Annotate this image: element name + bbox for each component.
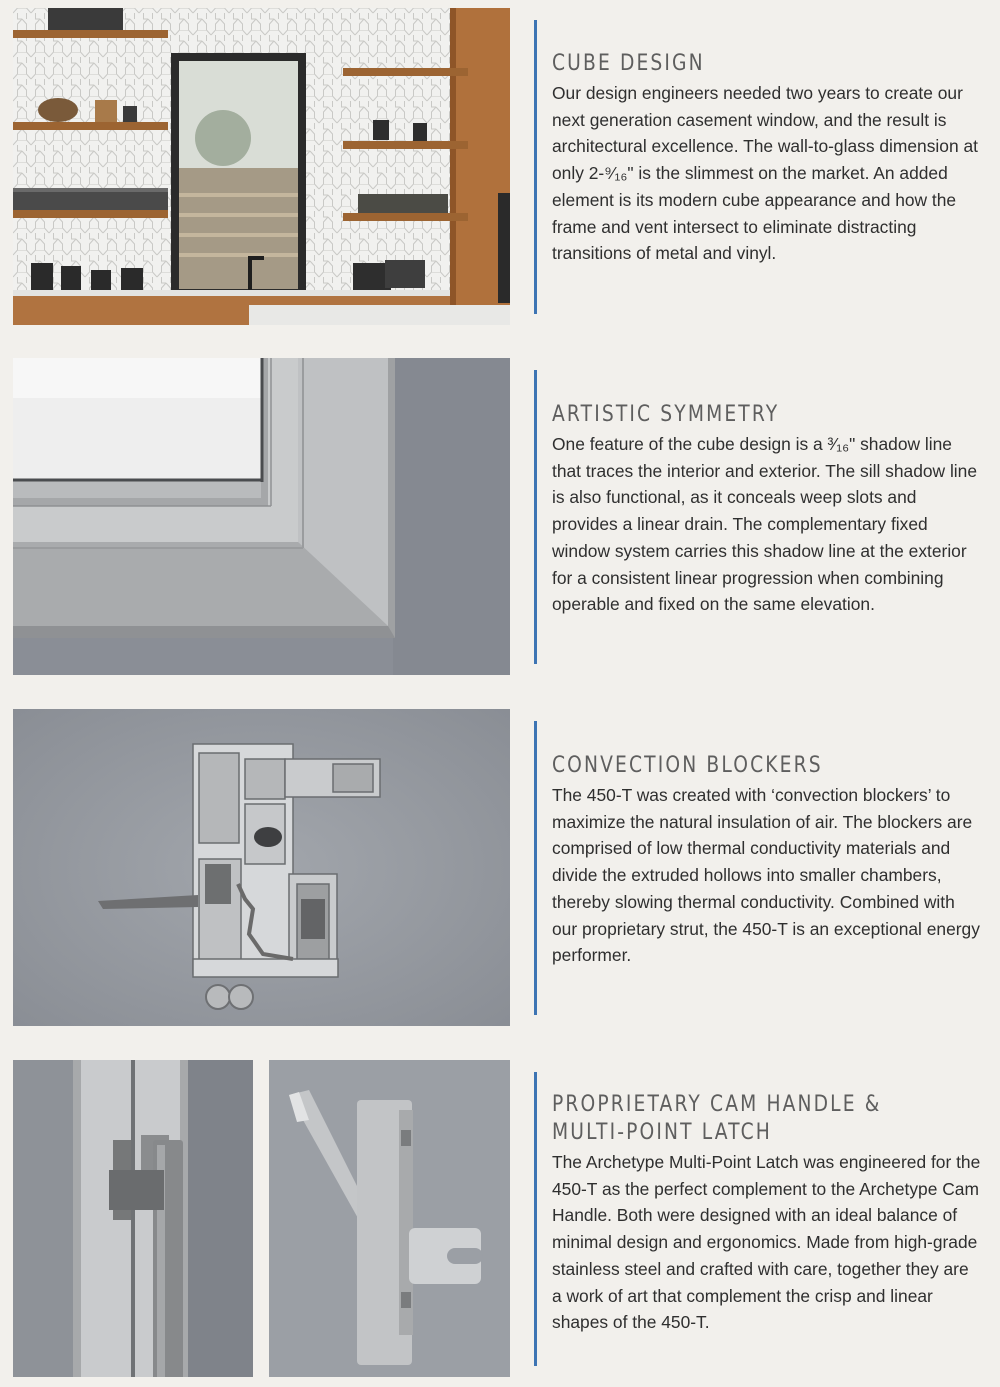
section-body: Our design engineers needed two years to create our next generation casement window, and the result is architectural excellence. The wall-to-glass dimension at only 2-⁹⁄₁₆" is the slimmest on the market. An added element is its modern cube appearance and how the frame and vent intersect to eliminate distracting transitions of metal and vinyl. bbox=[552, 83, 978, 264]
section-body: One feature of the cube design is a ³⁄₁₆" shadow line that traces the interior and exterior. The sill shadow line is also functional, as it conceals weep slots and provides a linear drain. The complementary fixed window system carries this shadow line at the exterior for a consistent linear progression when combining operable and fixed on the same elevation. bbox=[552, 434, 978, 615]
section-text bbox=[552, 50, 982, 267]
accent-rule bbox=[534, 370, 537, 664]
section-text bbox=[552, 752, 982, 969]
frame-cross-section-photo bbox=[13, 709, 510, 1026]
section-heading: CUBE DESIGN bbox=[552, 51, 705, 76]
accent-rule bbox=[534, 721, 537, 1015]
window-frame-corner-photo bbox=[13, 358, 510, 675]
section-body: The 450-T was created with ‘convection blockers’ to maximize the natural insulation of air. The blockers are comprised of low thermal conductivity materials and divide the extruded hollows into smaller chambers, thereby slowing thermal conductivity. Combined with our proprietary strut, the 450-T is an exceptional energy performer. bbox=[552, 785, 980, 966]
cam-handle-photo bbox=[13, 1060, 253, 1377]
section-text bbox=[552, 401, 982, 618]
section-heading-line-2: MULTI-POINT LATCH bbox=[552, 1120, 772, 1145]
section-heading-line-1: PROPRIETARY CAM HANDLE & bbox=[552, 1092, 882, 1117]
section-body: The Archetype Multi-Point Latch was engineered for the 450-T as the perfect complement to the Archetype Cam Handle. Both were designed with an ideal balance of minimal design and ergonomics. Made from high-grade stainless steel and crafted with care, together they are a work of art that complement the crisp and linear shapes of the 450-T. bbox=[552, 1152, 981, 1333]
kitchen-window-photo bbox=[13, 8, 510, 325]
section-text bbox=[552, 1091, 982, 1336]
section-heading: CONVECTION BLOCKERS bbox=[552, 753, 823, 778]
multi-point-latch-photo bbox=[269, 1060, 510, 1377]
section-heading: ARTISTIC SYMMETRY bbox=[552, 402, 780, 427]
accent-rule bbox=[534, 1072, 537, 1366]
accent-rule bbox=[534, 20, 537, 314]
